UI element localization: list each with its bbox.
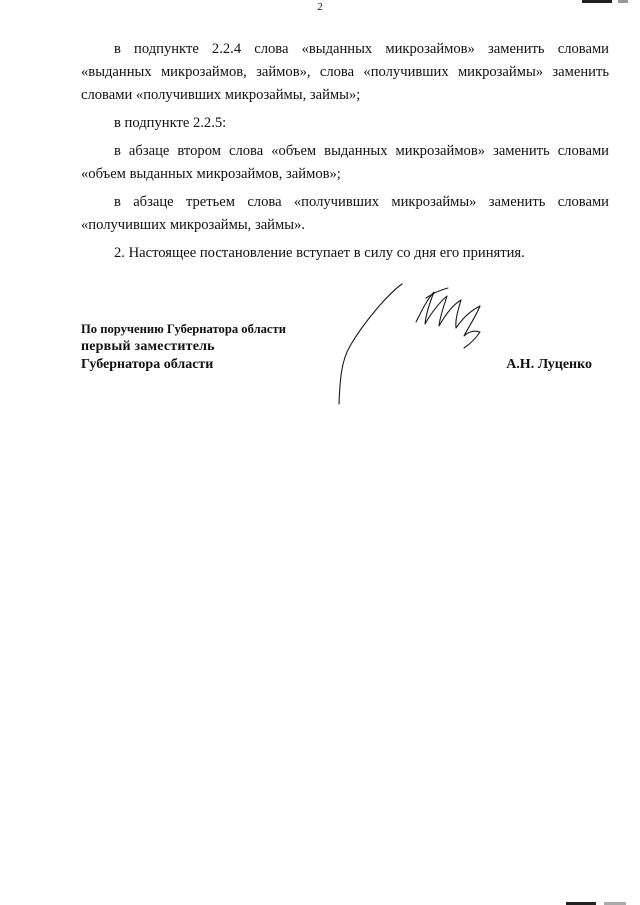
document-body	[81, 38, 609, 265]
signature-title-line-2: первый заместитель	[81, 339, 215, 354]
signer-name: А.Н. Луценко	[506, 357, 592, 372]
signature-title-line-1: По поручению Губернатора области	[81, 322, 286, 336]
body-paragraph: в абзаце втором слова «объем выданных микрозаймов» заменить словами «объем выданных микрозаймов, займов»;	[81, 143, 609, 183]
signature-title-line-3: Губернатора области	[81, 357, 214, 372]
handwritten-signature	[330, 272, 500, 412]
body-paragraph: в подпункте 2.2.4 слова «выданных микрозаймов» заменить словами «выданных микрозаймов, займов», слова «получивших микрозаймы» заменить словами «получивших микрозаймы, займы»;	[81, 41, 609, 104]
page-number: 2	[317, 1, 323, 13]
body-paragraph: в абзаце третьем слова «получивших микрозаймы» заменить словами «получивших микрозаймы, займы».	[81, 194, 609, 234]
body-paragraph: 2. Настоящее постановление вступает в силу со дня его принятия.	[114, 245, 525, 261]
body-paragraph: в подпункте 2.2.5:	[114, 115, 227, 132]
